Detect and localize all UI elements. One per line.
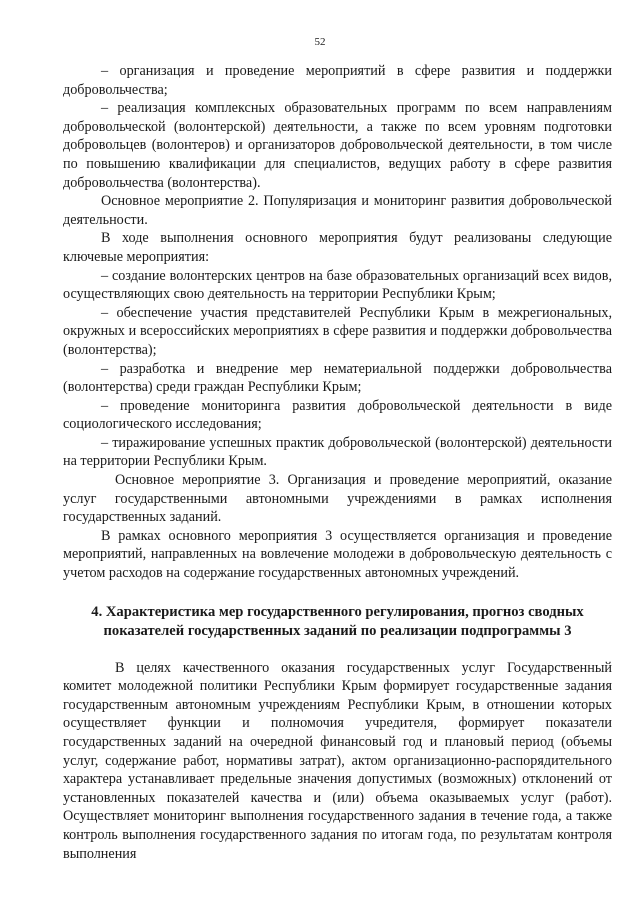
list-item-nonmaterial-support: – разработка и внедрение мер нематериальной поддержки добровольчества (волонтерства) среди граждан Республики Крым; bbox=[63, 360, 612, 396]
list-item-education-programs: – реализация комплексных образовательных программ по всем направлениям добровольческой (волонтерской) деятельности, а также по всем уровням подготовки добровольцев (волонтеров) и организаторов добровольческой деятельности, в том числе по повышению квалификации для специалистов, ведущих работу в сфере развития добровольчества (волонтерства). bbox=[63, 100, 612, 191]
page-number: 52 bbox=[314, 36, 326, 48]
list-item-best-practices: – тиражирование успешных практик добровольческой (волонтерской) деятельности на территории Республики Крым. bbox=[63, 434, 612, 470]
paragraph-state-assignments: В целях качественного оказания государственных услуг Государственный комитет молодежной политики Республики Крым формирует государственные задания государственным автономным учреждениям Республики Крым, в отношении которых осуществляет функции и полномочия учредителя, формирует показатели государственных заданий на очередной финансовый год и плановый период (объемы услуг, содержание работ, нормативы затрат), актом организационно-распорядительного характера устанавливает предельные значения допустимых (возможных) отклонений от установленных показателей качества и (или) объема оказываемых услуг (работ). Осуществляет мониторинг выполнения государственного задания в течение года, а также контроль выполнения государственного задания по итогам года, по результатам контроля выполнения bbox=[63, 659, 612, 862]
main-activity-2: Основное мероприятие 2. Популяризация и мониторинг развития добровольческой деятельности. bbox=[63, 193, 612, 228]
list-item-participation: – обеспечение участия представителей Республики Крым в межрегиональных, окружных и всероссийских мероприятиях в сфере развития и поддержки добровольчества (волонтерства); bbox=[63, 304, 612, 358]
list-item-volunteer-centers: – создание волонтерских центров на базе образовательных организаций всех видов, осуществляющих свою деятельность на территории Республики Крым; bbox=[63, 267, 612, 303]
list-item-organization-events: – организация и проведение мероприятий в сфере развития и поддержки добровольчества; bbox=[63, 63, 612, 98]
section-heading: 4. Характеристика мер государственного регулирования, прогноз сводных показателей государственных заданий по реализации подпрограммы 3 bbox=[91, 603, 584, 639]
paragraph-activity-3-scope: В рамках основного мероприятия 3 осуществляется организация и проведение мероприятий, направленных на вовлечение молодежи в добровольческую деятельность с учетом расходов на содержание государственных автономных учреждений. bbox=[63, 527, 612, 582]
document-body bbox=[63, 62, 612, 863]
paragraph-key-activities: В ходе выполнения основного мероприятия будут реализованы следующие ключевые мероприятия: bbox=[63, 230, 612, 265]
list-item-monitoring: – проведение мониторинга развития добровольческой деятельности в виде социологического исследования; bbox=[63, 397, 612, 433]
main-activity-3: Основное мероприятие 3. Организация и проведение мероприятий, оказание услуг государственными автономными учреждениями в рамках исполнения государственных заданий. bbox=[63, 472, 612, 526]
